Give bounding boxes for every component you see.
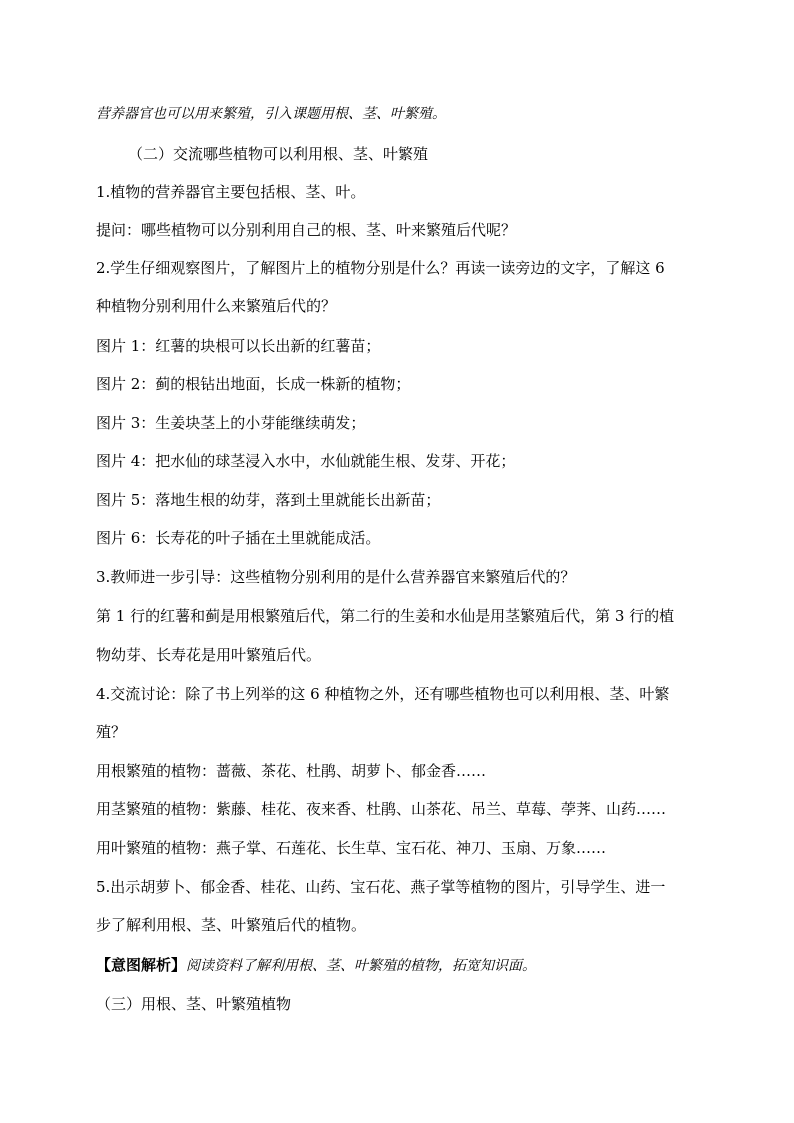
paragraph-line: 殖？ xyxy=(96,723,127,741)
section-heading: （三）用根、茎、叶繁殖植物 xyxy=(96,995,292,1013)
paragraph-line: 图片 2：蓟的根钻出地面，长成一株新的植物； xyxy=(96,375,411,393)
paragraph-line: 图片 6：长寿花的叶子插在土里就能成活。 xyxy=(96,529,381,547)
paragraph-line: 种植物分别利用什么来繁殖后代的？ xyxy=(96,297,337,315)
paragraph-line: 用根繁殖的植物：蔷薇、茶花、杜鹃、胡萝卜、郁金香…… xyxy=(96,762,487,780)
paragraph-line: 物幼芽、长寿花是用叶繁殖后代。 xyxy=(96,646,322,664)
paragraph-line: 1.植物的营养器官主要包括根、茎、叶。 xyxy=(96,183,366,201)
paragraph-line: 图片 3：生姜块茎上的小芽能继续萌发； xyxy=(96,414,366,432)
intent-analysis-text: 阅读资料了解利用根、茎、叶繁殖的植物，拓宽知识面。 xyxy=(186,958,537,974)
paragraph-line: 图片 5：落地生根的幼芽，落到土里就能长出新苗； xyxy=(96,491,441,509)
paragraph-line: 提问：哪些植物可以分别利用自己的根、茎、叶来繁殖后代呢？ xyxy=(96,221,517,239)
section-heading: （二）交流哪些植物可以利用根、茎、叶繁殖 xyxy=(128,145,429,163)
paragraph-line: 用叶繁殖的植物：燕子掌、石莲花、长生草、宝石花、神刀、玉扇、万象…… xyxy=(96,839,607,857)
paragraph-line: 图片 4：把水仙的球茎浸入水中，水仙就能生根、发芽、开花； xyxy=(96,452,516,470)
intent-analysis-line xyxy=(96,955,536,976)
paragraph-line: 营养器官也可以用来繁殖，引入课题用根、茎、叶繁殖。 xyxy=(96,106,446,122)
intent-analysis-label: 【意图解析】 xyxy=(96,956,187,974)
paragraph-line: 第 1 行的红薯和蓟是用根繁殖后代，第二行的生姜和水仙是用茎繁殖后代，第 3 行的植 xyxy=(96,607,675,625)
paragraph-line: 3.教师进一步引导：这些植物分别利用的是什么营养器官来繁殖后代的？ xyxy=(96,568,576,586)
paragraph-line: 用茎繁殖的植物：紫藤、桂花、夜来香、杜鹃、山茶花、吊兰、草莓、荸荠、山药…… xyxy=(96,800,667,818)
paragraph-line: 2.学生仔细观察图片，了解图片上的植物分别是什么？再读一读旁边的文字，了解这 6 xyxy=(96,259,665,277)
paragraph-line: 图片 1：红薯的块根可以长出新的红薯苗； xyxy=(96,337,381,355)
paragraph-line: 步了解利用根、茎、叶繁殖后代的植物。 xyxy=(96,916,367,934)
paragraph-line: 4.交流讨论：除了书上列举的这 6 种植物之外，还有哪些植物也可以利用根、茎、叶繁 xyxy=(96,685,670,703)
paragraph-line: 5.出示胡萝卜、郁金香、桂花、山药、宝石花、燕子掌等植物的图片，引导学生、进一 xyxy=(96,878,666,896)
